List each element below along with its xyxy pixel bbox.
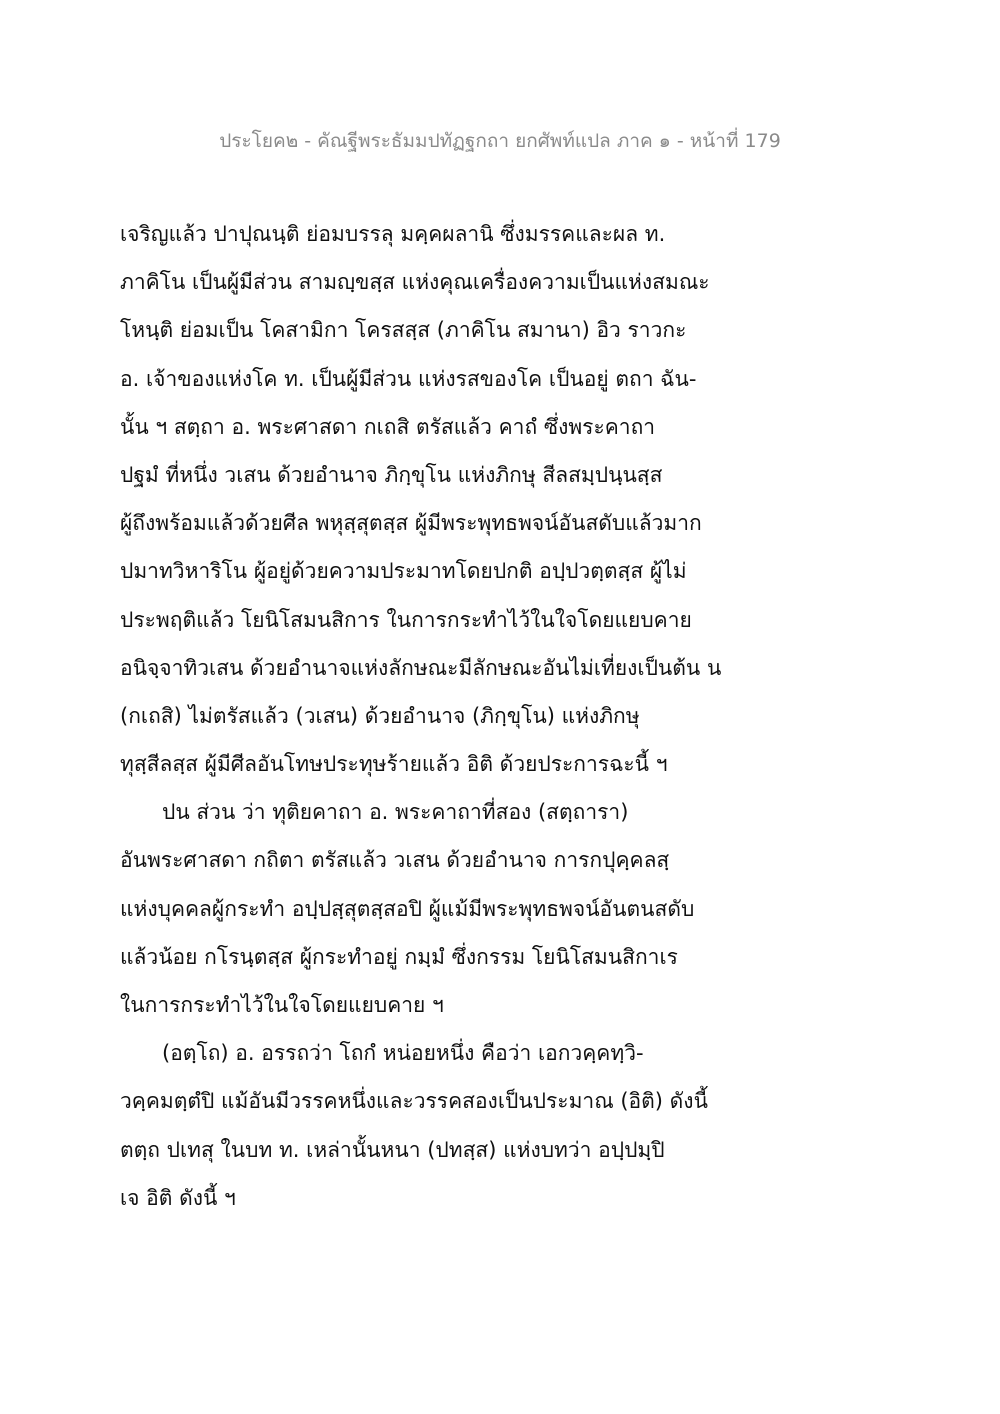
text-line: ผู้ถึงพร้อมแล้วด้วยศีล พหุสฺสุตสฺส ผู้มีพระพุทธพจน์อันสดับแล้วมาก (120, 511, 702, 536)
text-line: เจ อิติ ดังนี้ ฯ (120, 1185, 236, 1210)
text-line: อนิจฺจาทิวเสน ด้วยอำนาจแห่งลักษณะมีลักษณะอันไม่เที่ยงเป็นต้น น (120, 655, 722, 680)
text-line: เจริญแล้ว ปาปุณนฺติ ย่อมบรรลุ มคฺคผลานิ ซึ่งมรรคและผล ท. (120, 222, 666, 246)
text-line: นั้น ฯ สตฺถา อ. พระศาสดา กเถสิ ตรัสแล้ว คาถํ ซึ่งพระคาถา (120, 414, 656, 439)
text-line: แห่งบุคคลผู้กระทำ อปฺปสฺสุตสฺสอปิ ผู้แม้มีพระพุทธพจน์อันตนสดับ (120, 896, 695, 921)
text-line: ในการกระทำไว้ในใจโดยแยบคาย ฯ (120, 993, 444, 1017)
text-line: ปฐมํ ที่หนึ่ง วเสน ด้วยอำนาจ ภิกฺขุโน แห่งภิกษุ สีลสมฺปนฺนสฺส (120, 462, 663, 487)
text-line: ภาคิโน เป็นผู้มีส่วน สามญฺขสฺส แห่งคุณเครื่องความเป็นแห่งสมณะ (120, 270, 710, 295)
paragraph-start-line: (อตฺโถ) อ. อรรถว่า โถกํ หน่อยหนึ่ง คือว่า เอกวคฺคทฺวิ- (162, 1041, 644, 1066)
body-text (120, 210, 720, 1222)
text-line: (กเถสิ) ไม่ตรัสแล้ว (วเสน) ด้วยอำนาจ (ภิกฺขุโน) แห่งภิกษุ (120, 703, 640, 728)
text-line: ปมาทวิหาริโน ผู้อยู่ด้วยความประมาทโดยปกติ อปฺปวตฺตสฺส ผู้ไม่ (120, 559, 687, 584)
paragraph-start-line: ปน ส่วน ว่า ทุติยคาถา อ. พระคาถาที่สอง (สตฺถารา) (162, 800, 629, 825)
page-header: ประโยค๒ - คัณฐีพระธัมมปทัฏฐกถา ยกศัพท์แปล ภาค ๑ - หน้าที่ 179 (219, 130, 781, 152)
text-line: อันพระศาสดา กถิตา ตรัสแล้ว วเสน ด้วยอำนาจ การกปุคฺคลสฺ (120, 848, 670, 873)
text-line: ตตฺถ ปเทสุ ในบท ท. เหล่านั้นหนา (ปทสฺส) แห่งบทว่า อปฺปมฺปิ (120, 1137, 665, 1162)
text-line: วคฺคมตฺตํปิ แม้อันมีวรรคหนึ่งและวรรคสองเป็นประมาณ (อิติ) ดังนี้ (120, 1089, 708, 1114)
text-line: ทุสฺสีลสฺส ผู้มีศีลอันโทษประทุษร้ายแล้ว อิติ ด้วยประการฉะนี้ ฯ (120, 752, 668, 777)
text-line: ประพฤติแล้ว โยนิโสมนสิการ ในการกระทำไว้ในใจโดยแยบคาย (120, 607, 692, 632)
text-line: แล้วน้อย กโรนฺตสฺส ผู้กระทำอยู่ กมฺมํ ซึ่งกรรม โยนิโสมนสิกาเร (120, 944, 678, 969)
text-line: โหนฺติ ย่อมเป็น โคสามิกา โครสสฺส (ภาคิโน สมานา) อิว ราวกะ (120, 318, 687, 343)
text-line: อ. เจ้าของแห่งโค ท. เป็นผู้มีส่วน แห่งรสของโค เป็นอยู่ ตถา ฉัน- (120, 366, 697, 391)
